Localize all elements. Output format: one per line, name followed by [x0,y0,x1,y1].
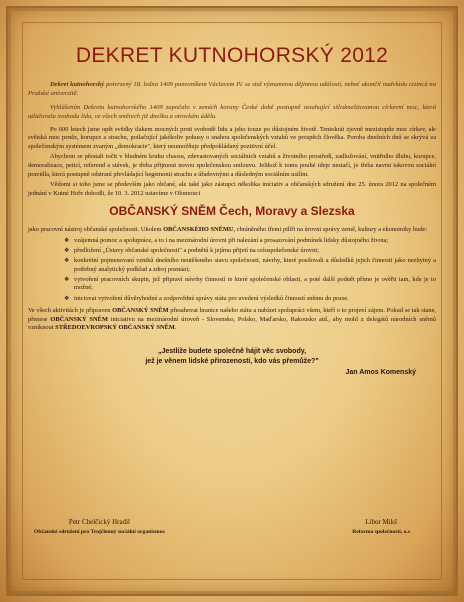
document-title: DEKRET KUTNOHORSKÝ 2012 [75,44,389,67]
bullet-icon: ❖ [64,295,70,302]
bullet-icon: ❖ [64,248,70,255]
assembly-section [28,226,436,333]
list-item: ❖ vytvoření pracovních skupin, jež připraví návrhy činností te které společenské oblasti, a poté další podnět přímo je ověřit tam, kde je to možné; [64,275,436,292]
signer-organization: Reforma společnosti, o.s [352,529,410,535]
signer-organization: Občanské sdružení pro Trojčlenný sociální organismus [34,529,165,535]
assembly-lead: jako pracovní nástroj občanské společnosti. Ukolem OBČANSKÉHO SNĚMU, chráněného třemi pilíři na úrovni správy země, kultury a ekonomiky bude: [28,226,428,234]
bullet-icon: ❖ [64,237,70,244]
list-item: ❖ vzájemná pomoc a spolupráce, a to i na mezinárodní úrovni při nalezání a prosazování podmínek lidsky důstojného života; [64,236,389,244]
body-paragraph-1: Po 600 letech jsme opět svědky tlakem mocných proti svobodě lidu a jeho touze po důstojném životě. Tentokrát zjevně mezistupňe moc církev, ale světská moc peněz, korupce a strachu, potlačující jakékoliv pokusy o snahou společenských vztahů ve prospěch člověka. Poroba dnešních dnů se skrývá za společenským systémem zvaným „demokracie", který neumožňuje předpokládaný pozitivní účel. [28,125,436,150]
intro-paragraph-2: Vyhlášením Dekretu kutnohorského 1409 započalo v zemích koruny České době postupně osiahující sšlisknešitovanou církevní moc, která utlačovala svobodu lidu, ve všech směrech již dnešku a otrockém údělu. [28,103,436,121]
signer-name: Libor Mikš [365,518,397,526]
quote-line-2: jež je věnem lidské přirozenosti, kdo vás přemůže?" [145,357,319,365]
bullet-icon: ❖ [64,258,70,265]
list-item: ❖ iniciovat vytvoření důvěryhodné a zodpovědné správy státu pro uvedení výsledků činností sněmu do praxe. [64,294,349,302]
intro-paragraph-1: Dekret kutnohorský potvrzený 18. ledna 1409 panovníkem Václavem IV. se stal významnou dějinnou událostí, neboť ukončil nadvládu cizinců na Pražské univerzitě. [28,81,436,98]
signatures [28,518,436,535]
body-paragraph-2: Abychom se přestali točit v bludném kruhu chaosu, zdevastovaných sociálních vztahů a životního prostředí, zadlužování, vnitřního dluhu, korupce, demoralizace, peticí, referend a stávek, je třeba přijmout novou společenskou smlouvu. Jelikož k tomu pouhé ideje nestačí, je třeba navrst takovou sociální pravidla, která postupně odstraní převládající hegemonii strachu a úřadovnými a důsledným sociálním usilím. [28,153,436,178]
list-item: ❖ konkrétní pojmenovaní vzniků dnešního neutěšeného stavu společnosti, návrhy, které posilovali a důsledků jejich činnosti jako nezbytný a potřebný analytický podklad a zdroj poznání; [64,257,436,273]
bullet-icon: ❖ [64,276,70,283]
body-section [28,126,436,199]
list-item: ❖ předložení „Ústavy občanské společnosti" a podnětů k jejímu přijetí na celospolečenské úrovni; [64,247,319,255]
intro-section [28,80,436,122]
assembly-subtitle: OBČANSKÝ SNĚM Čech, Moravy a Slezska [109,204,355,219]
quote-line-1: „Jestliže budete společně hájit věc svobody, [157,347,307,355]
quote [28,347,436,367]
body-paragraph-3: Vědomi si toho jsme se především jako občané, ale také jako zástupci několika iniciativ a občanských sdružení dne 25. února 2012 na společném jednání v Kutné Hoře dohodli, že 10. 3. 2012 ustavíme v Olomouci [28,181,436,197]
goals-list [28,237,436,303]
quote-author: Jan Amos Komenský [345,368,416,376]
signature-left [34,518,165,535]
document-content [28,44,436,376]
signer-name: Petr Chelčický Hradil [68,518,130,526]
closing-paragraph: Ve všech aktivitách je připraven OBČANSKÝ SNĚM přesahovat hranice našeho státu a nabízet spolupráci všem, kteří o to projeví zájem. Pokud se tak stane, přenese OBČANSKÝ SNĚM iniciativu na mezinárodní úroveň - Slovensko, Polsko, Maďarsko, Rakousko atd., aby mohl z delegátů národních sněmů vzniknout STŘEDOEVROPSKÝ OBČANSKÝ SNĚM. [28,307,437,332]
signature-right [352,518,410,535]
